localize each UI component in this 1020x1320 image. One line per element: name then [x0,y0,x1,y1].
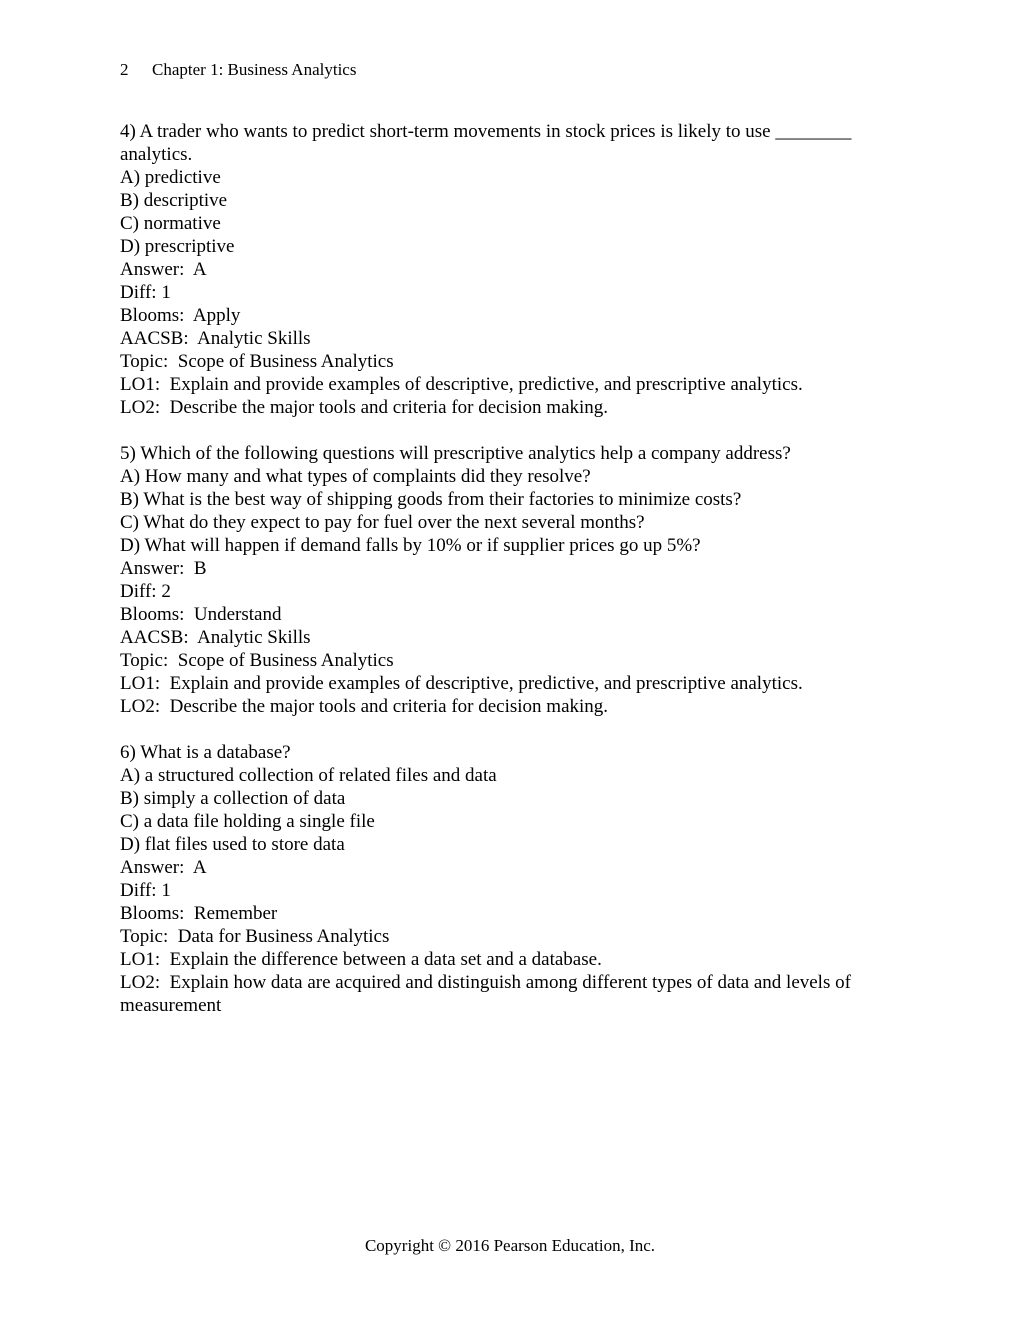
learning-objective-1: LO1: Explain and provide examples of descriptive, predictive, and prescriptive analytics. [120,374,803,395]
difficulty: Diff: 1 [120,282,171,303]
question-list [120,120,900,1040]
learning-objective-1: LO1: Explain the difference between a data set and a database. [120,949,602,970]
answer: Answer: A [120,259,207,280]
option-c: C) normative [120,213,221,234]
question-stem: 5) Which of the following questions will prescriptive analytics help a company address? [120,443,791,464]
blooms-level: Blooms: Apply [120,305,241,326]
option-a: A) a structured collection of related files and data [120,765,497,786]
answer: Answer: B [120,558,207,579]
option-b: B) descriptive [120,190,228,211]
option-c: C) What do they expect to pay for fuel over the next several months? [120,512,645,533]
option-a: A) How many and what types of complaints did they resolve? [120,466,591,487]
blooms-level: Blooms: Remember [120,903,278,924]
copyright-notice: Copyright © 2016 Pearson Education, Inc. [364,1236,656,1255]
option-a: A) predictive [120,167,221,188]
option-b: B) simply a collection of data [120,788,346,809]
difficulty: Diff: 2 [120,581,171,602]
option-d: D) flat files used to store data [120,834,345,855]
option-b: B) What is the best way of shipping goods from their factories to minimize costs? [120,489,742,510]
question-4 [120,120,900,419]
chapter-title: Chapter 1: Business Analytics [152,60,357,79]
question-stem: 4) A trader who wants to predict short-term movements in stock prices is likely to use ________ analytics. [120,121,852,165]
learning-objective-1: LO1: Explain and provide examples of descriptive, predictive, and prescriptive analytics. [120,673,803,694]
blooms-level: Blooms: Understand [120,604,282,625]
page-number: 2 [120,60,129,79]
answer: Answer: A [120,857,207,878]
option-d: D) What will happen if demand falls by 10% or if supplier prices go up 5%? [120,535,701,556]
page-header [120,59,356,81]
question-stem: 6) What is a database? [120,742,291,763]
aacsb: AACSB: Analytic Skills [120,328,311,349]
option-d: D) prescriptive [120,236,235,257]
difficulty: Diff: 1 [120,880,171,901]
learning-objective-2: LO2: Describe the major tools and criteria for decision making. [120,397,609,418]
topic: Topic: Scope of Business Analytics [120,351,394,372]
question-5 [120,442,900,718]
learning-objective-2: LO2: Explain how data are acquired and distinguish among different types of data and levels of measurement [120,972,856,1016]
topic: Topic: Data for Business Analytics [120,926,390,947]
option-c: C) a data file holding a single file [120,811,375,832]
aacsb: AACSB: Analytic Skills [120,627,311,648]
page-footer [0,1235,1020,1257]
topic: Topic: Scope of Business Analytics [120,650,394,671]
question-6 [120,741,900,1017]
learning-objective-2: LO2: Describe the major tools and criteria for decision making. [120,696,609,717]
